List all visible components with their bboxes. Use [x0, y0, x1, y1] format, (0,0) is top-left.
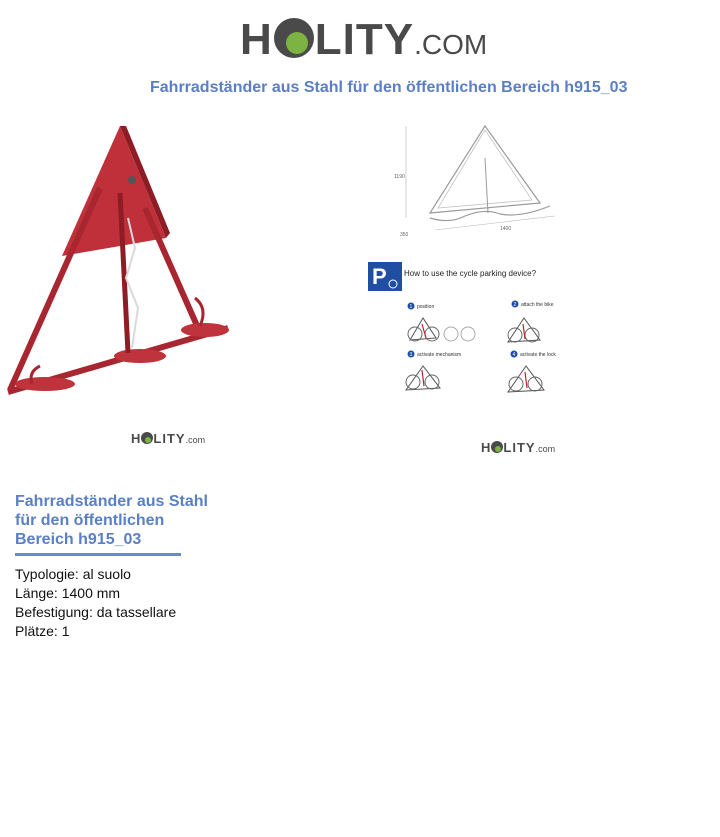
logo-letter-h: H [131, 431, 142, 446]
product-heading: Fahrradständer aus Stahl für den öffentlichen Bereich h915_03 [15, 493, 208, 548]
page-title: Fahrradständer aus Stahl für den öffentlichen Bereich h915_03 [150, 79, 628, 96]
step-3-label: activate mechanism [417, 352, 462, 358]
drawing-length-label: 1400 [500, 226, 512, 232]
logo-o-icon [491, 441, 503, 453]
logo-letters: LITY [153, 431, 186, 446]
step-1-illustration [408, 318, 475, 341]
stand-foot-right [181, 323, 229, 337]
step-2-illustration [508, 318, 540, 342]
drawing-post [485, 158, 488, 213]
drawing-length-dim [435, 216, 555, 230]
logo-domain: .com [185, 435, 206, 445]
step-3-number: 3 [409, 352, 413, 358]
logo-letters: LITY [503, 440, 536, 455]
technical-drawing [390, 118, 565, 238]
step-4-number: 4 [512, 352, 516, 358]
stand-foot-mid [114, 349, 166, 363]
logo-domain: .com [535, 444, 556, 454]
logo-domain: .COM [414, 29, 488, 60]
spec-typologie: Typologie: al suolo [15, 566, 131, 582]
step-1-number: 1 [409, 304, 413, 310]
stand-right-leg [145, 208, 198, 328]
logo-letter-h: H [481, 440, 492, 455]
drawing-depth-label: 350 [400, 232, 409, 238]
product-photo [0, 118, 235, 403]
stand-lock-knob [128, 176, 136, 184]
spec-laenge: Länge: 1400 mm [15, 585, 121, 601]
holity-logo-small-left [131, 431, 205, 446]
spec-plaetze: Plätze: 1 [15, 623, 70, 639]
product-specs [15, 565, 176, 641]
logo-o-icon [141, 432, 153, 444]
step-1-label: position [417, 304, 435, 310]
holity-logo-small-right [481, 440, 555, 455]
step-4-illustration [508, 366, 544, 392]
drawing-inner-triangle [438, 130, 532, 208]
step-2-number: 2 [513, 302, 517, 308]
heading-underline [15, 553, 181, 556]
drawing-triangle [430, 126, 540, 213]
spec-befestigung: Befestigung: da tassellare [15, 604, 177, 620]
step-4-label: activate the lock [520, 352, 556, 358]
logo-o-icon [274, 18, 314, 58]
instructions-question: How to use the cycle parking device? [404, 269, 537, 278]
step-2-label: attach the bike [521, 302, 554, 308]
logo-letters: LITY [314, 15, 415, 64]
logo-letter-h: H [240, 15, 273, 64]
holity-logo[interactable] [240, 14, 487, 65]
drawing-height-label: 1190 [394, 174, 405, 180]
usage-instructions [368, 262, 568, 402]
step-3-illustration [406, 366, 440, 390]
stand-foot-left [15, 377, 75, 391]
stand-left-leg [10, 188, 100, 390]
parking-letter: P [372, 264, 387, 289]
